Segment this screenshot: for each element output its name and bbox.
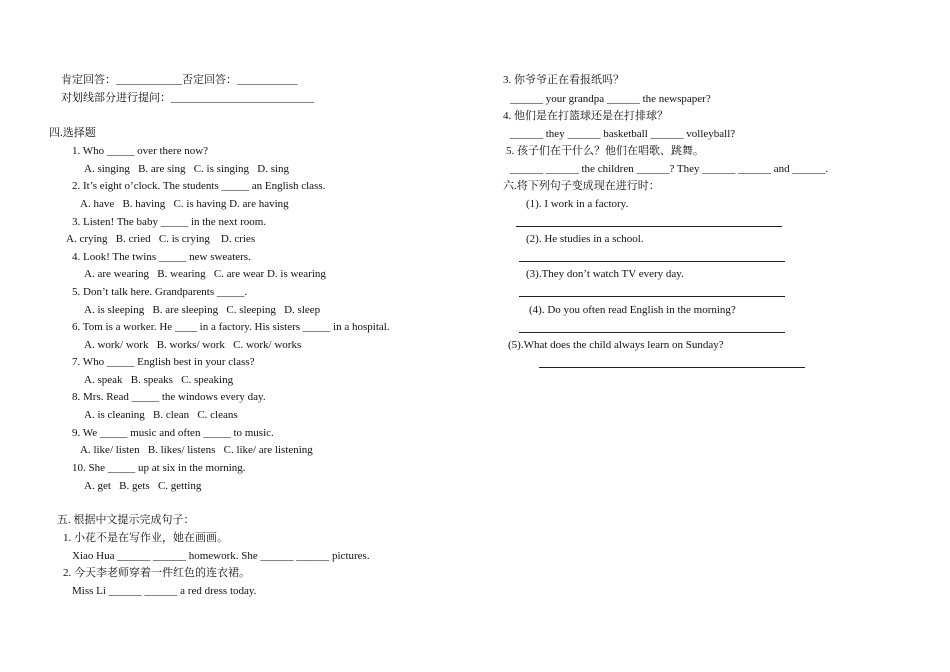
mc-question: 9. We _____ music and often _____ to music. [72, 427, 274, 439]
tense-sentence: (1). I work in a factory. [526, 198, 629, 210]
answer-line[interactable] [539, 367, 805, 368]
translate-chinese-prompt: 5. 孩子们在干什么？他们在唱歌、跳舞。 [506, 145, 704, 157]
mc-options: A. is cleaning B. clean C. cleans [84, 409, 238, 421]
translate-chinese-prompt: 3. 你爷爷正在看报纸吗？ [503, 74, 624, 86]
translate-english-blank: ______ they ______ basketball ______ volleyball? [510, 128, 736, 140]
mc-question: 5. Don’t talk here. Grandparents _____. [72, 286, 248, 298]
mc-question: 7. Who _____ English best in your class? [72, 356, 255, 368]
translate-english-blank: Xiao Hua ______ ______ homework. She ______ ______ pictures. [72, 550, 370, 562]
tense-sentence: (5).What does the child always learn on Sunday? [508, 339, 724, 351]
answer-line[interactable] [519, 261, 785, 262]
section5-title: 五. 根据中文提示完成句子： [57, 514, 195, 526]
tense-sentence: (3).They don’t watch TV every day. [526, 268, 684, 280]
mc-options: A. have B. having C. is having D. are having [80, 198, 289, 210]
answer-line[interactable] [519, 296, 785, 297]
mc-question: 8. Mrs. Read _____ the windows every day. [72, 391, 266, 403]
mc-options: A. crying B. cried C. is crying D. cries [66, 233, 256, 245]
translate-english-blank: Miss Li ______ ______ a red dress today. [72, 585, 257, 597]
translate-english-blank: ______ ______ the children ______? They ______ ______ and ______. [510, 163, 829, 175]
affirm-negative-answer-line: 肯定回答：____________否定回答：___________ [61, 74, 298, 86]
mc-question: 10. She _____ up at six in the morning. [72, 462, 246, 474]
question-underlined-part-line: 对划线部分进行提问：__________________________ [61, 92, 314, 104]
section6-title: 六.将下列句子变成现在进行时： [503, 180, 660, 192]
mc-options: A. speak B. speaks C. speaking [84, 374, 234, 386]
translate-chinese-prompt: 1. 小花不是在写作业，她在画画。 [63, 532, 228, 544]
mc-options: A. get B. gets C. getting [84, 480, 202, 492]
tense-sentence: (4). Do you often read English in the morning? [529, 304, 736, 316]
mc-options: A. are wearing B. wearing C. are wear D. is wearing [84, 268, 326, 280]
section4-title: 四.选择题 [49, 127, 96, 139]
translate-chinese-prompt: 2. 今天李老师穿着一件红色的连衣裙。 [63, 567, 250, 579]
translate-chinese-prompt: 4. 他们是在打篮球还是在打排球？ [503, 110, 668, 122]
mc-options: A. work/ work B. works/ work C. work/ works [84, 339, 302, 351]
mc-question: 3. Listen! The baby _____ in the next room. [72, 216, 267, 228]
answer-line[interactable] [516, 226, 782, 227]
mc-options: A. singing B. are sing C. is singing D. sing [84, 163, 290, 175]
mc-options: A. like/ listen B. likes/ listens C. like/ are listening [80, 444, 313, 456]
mc-options: A. is sleeping B. are sleeping C. sleeping D. sleep [84, 304, 321, 316]
tense-sentence: (2). He studies in a school. [526, 233, 644, 245]
mc-question: 1. Who _____ over there now? [72, 145, 209, 157]
mc-question: 2. It’s eight o’clock. The students _____ an English class. [72, 180, 326, 192]
mc-question: 4. Look! The twins _____ new sweaters. [72, 251, 251, 263]
mc-question: 6. Tom is a worker. He ____ in a factory. His sisters _____ in a hospital. [72, 321, 390, 333]
answer-line[interactable] [519, 332, 785, 333]
translate-english-blank: ______ your grandpa ______ the newspaper? [510, 93, 711, 105]
